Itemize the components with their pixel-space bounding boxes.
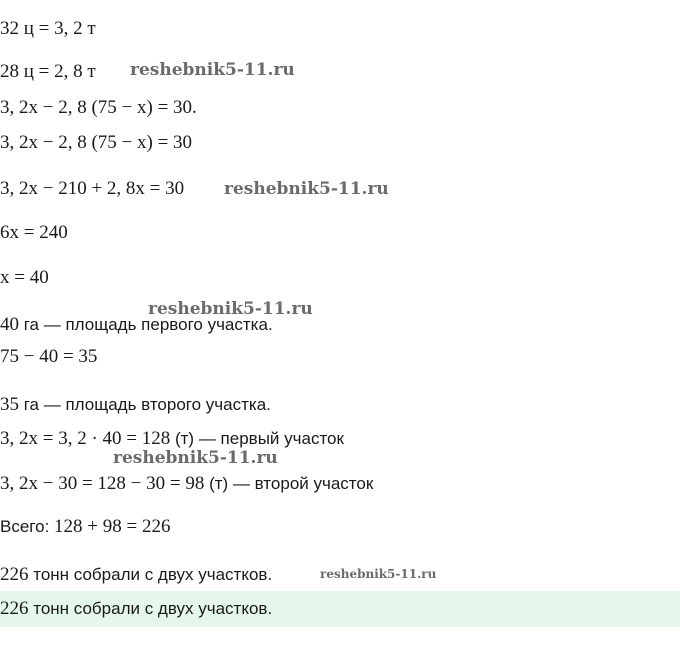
- line-10: [0, 393, 271, 417]
- text: тонн собрали с двух участков.: [28, 565, 273, 584]
- math: 35: [0, 394, 19, 415]
- math: 3, 2x − 2, 8 (75 − x) = 30.: [0, 97, 197, 118]
- math: 3, 2x − 2, 8 (75 − x) = 30: [0, 132, 193, 153]
- answer-line: [0, 597, 272, 621]
- text: (т) — первый участок: [170, 429, 344, 448]
- line-7: [0, 266, 49, 290]
- math: 226: [0, 598, 29, 619]
- line-11: [0, 427, 344, 451]
- text: (т) — второй участок: [204, 474, 374, 493]
- text: тонн собрали с двух участков.: [28, 599, 273, 618]
- answer-box: [0, 591, 680, 627]
- watermark: reshebnik5-11.ru: [130, 60, 295, 80]
- watermark: reshebnik5-11.ru: [320, 567, 437, 581]
- text: га — площадь второго участка.: [19, 395, 271, 414]
- prefix: Всего:: [0, 517, 55, 536]
- math: 226: [0, 564, 29, 585]
- line-14: [0, 563, 272, 587]
- line-13: [0, 515, 170, 539]
- line-6: [0, 221, 68, 245]
- math: 32 ц = 3, 2 т: [0, 18, 96, 39]
- line-8: [0, 313, 273, 337]
- math: 128 + 98 = 226: [54, 516, 171, 537]
- math: 6x = 240: [0, 222, 68, 243]
- math: 3, 2x − 30 = 128 − 30 = 98: [0, 473, 205, 494]
- math: 40: [0, 314, 19, 335]
- watermark: reshebnik5-11.ru: [113, 448, 278, 468]
- line-12: [0, 472, 373, 496]
- math: 3, 2x = 3, 2 · 40 = 128: [0, 428, 171, 449]
- math: x = 40: [0, 267, 49, 288]
- line-1: [0, 17, 96, 41]
- line-9: [0, 345, 97, 369]
- line-5: [0, 177, 184, 201]
- line-2: [0, 60, 96, 84]
- line-3: [0, 96, 197, 120]
- math: 28 ц = 2, 8 т: [0, 61, 96, 82]
- line-4: [0, 131, 192, 155]
- math: 3, 2x − 210 + 2, 8x = 30: [0, 178, 185, 199]
- watermark: reshebnik5-11.ru: [224, 179, 389, 199]
- text: га — площадь первого участка.: [19, 315, 273, 334]
- math: 75 − 40 = 35: [0, 346, 98, 367]
- watermark: reshebnik5-11.ru: [148, 299, 313, 319]
